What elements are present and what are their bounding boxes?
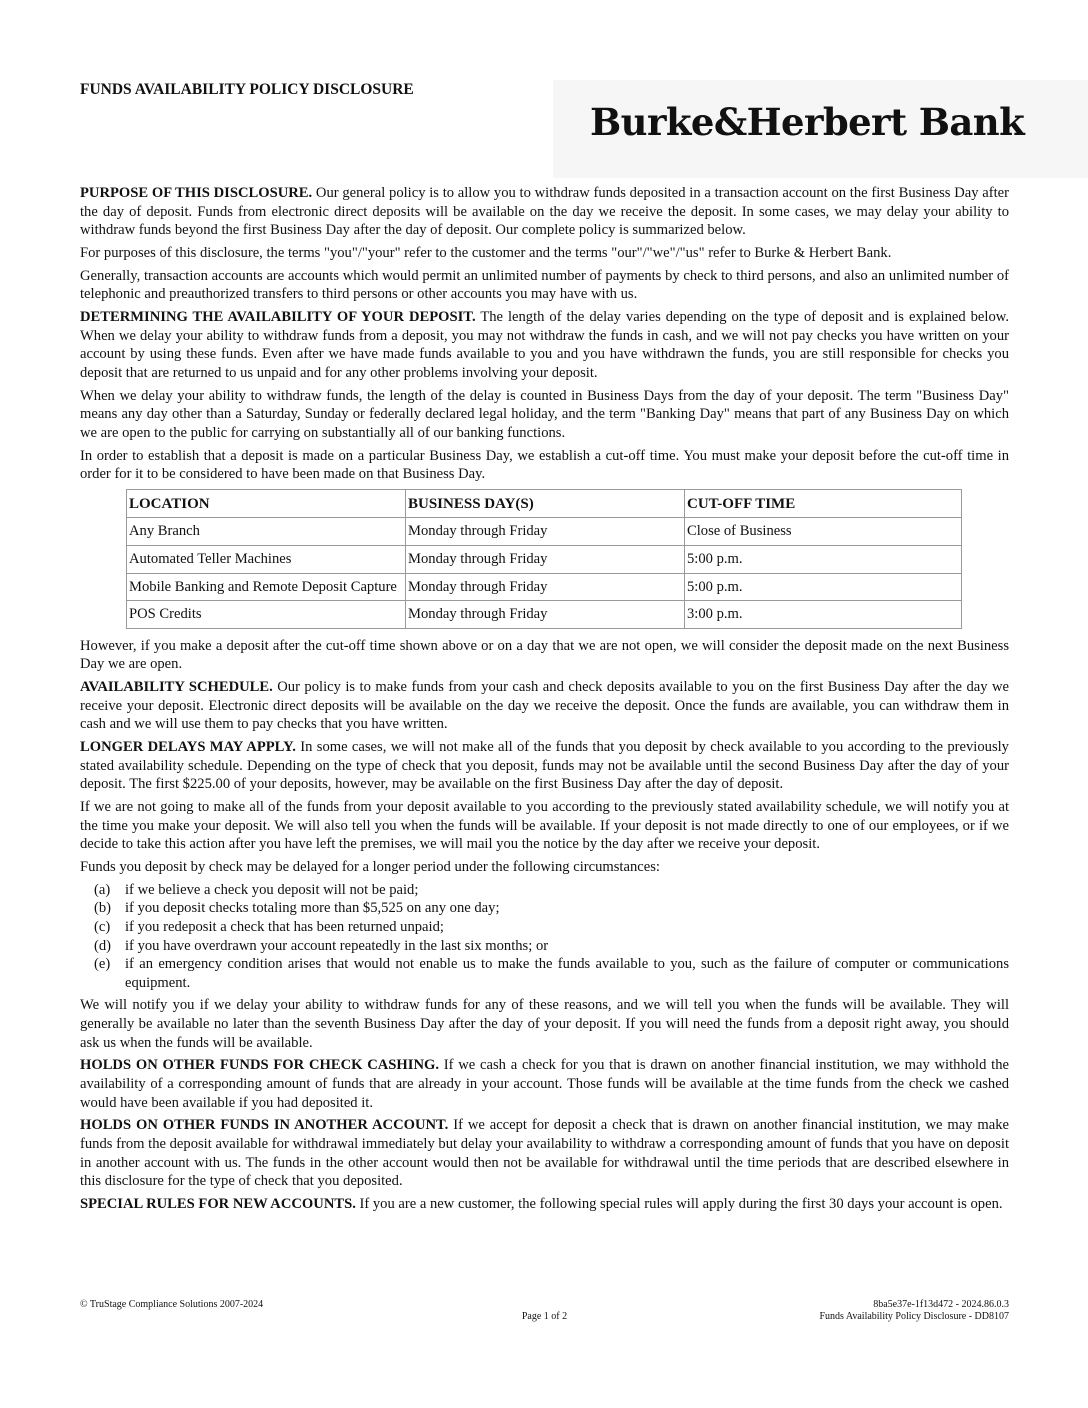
table-cell: 5:00 p.m. bbox=[685, 546, 962, 574]
table-cell: 5:00 p.m. bbox=[685, 573, 962, 601]
generally-paragraph: Generally, transaction accounts are accounts which would permit an unlimited number of payments by check to third persons, and also an unlimited number of telephonic and preauthorized transfers to third persons or other accounts you may have with us. bbox=[80, 267, 1009, 303]
list-item-text: if you redeposit a check that has been returned unpaid; bbox=[125, 919, 444, 936]
list-item bbox=[80, 937, 1009, 956]
footer-copyright: © TruStage Compliance Solutions 2007-2024 bbox=[80, 1299, 264, 1310]
list-item bbox=[80, 918, 1009, 937]
circumstances-list bbox=[80, 881, 1009, 993]
list-item-key: (b) bbox=[94, 900, 112, 917]
table-cell: Monday through Friday bbox=[406, 518, 685, 546]
notify-paragraph: If we are not going to make all of the funds from your deposit available to you according to the previously stated availability schedule, we will notify you at the time you make your deposit. We will also tell you when the funds will be available. If your deposit is not made directly to one of our employees, or if we decide to take this action after you have left the premises, we will mail you the notice by the day after we receive your deposit. bbox=[80, 799, 1009, 853]
list-item-key: (e) bbox=[94, 956, 111, 973]
table-cell: POS Credits bbox=[127, 601, 406, 629]
list-item bbox=[80, 955, 1009, 992]
table-row bbox=[127, 546, 962, 574]
table-header-row bbox=[127, 489, 962, 518]
longer-delays-heading: LONGER DELAYS MAY APPLY. bbox=[80, 739, 296, 756]
list-item-key: (c) bbox=[94, 919, 111, 936]
footer-doc-id: 8ba5e37e-1f13d472 - 2024.86.0.3 bbox=[873, 1299, 1009, 1310]
purpose-heading: PURPOSE OF THIS DISCLOSURE. bbox=[80, 185, 313, 201]
special-rules-heading: SPECIAL RULES FOR NEW ACCOUNTS. bbox=[80, 1195, 356, 1212]
table-row bbox=[127, 573, 962, 601]
availability-paragraph bbox=[80, 678, 1009, 734]
longer-delays-text: In some cases, we will not make all of the funds that you deposit by check available to you according to the previously stated availability schedule. Depending on the type of check that you deposit, funds may not be available until the second Business Day after the day of your deposit. The first $225.00 of your deposits, however, may be available on the first Business Day after the day of deposit. bbox=[80, 739, 1009, 793]
table-cell: Any Branch bbox=[127, 518, 406, 546]
determining-text: The length of the delay varies depending on the type of deposit and is explained below. When we delay your ability to withdraw funds from a deposit, you may not withdraw the funds in cash, and we will not pay checks you have written on your account by using these funds. Even after we have made funds available to you and you have withdrawn the funds, you are still responsible for checks you deposit that are returned to us unpaid and for any other problems involving your deposit. bbox=[80, 309, 1010, 381]
table-row bbox=[127, 601, 962, 629]
table-cell: Mobile Banking and Remote Deposit Capture bbox=[127, 573, 406, 601]
holds-cashing-paragraph bbox=[80, 1056, 1009, 1112]
cutoff-paragraph: In order to establish that a deposit is made on a particular Business Day, we establish a cut-off time. You must make your deposit before the cut-off time in order for it to be considered to have been made on that Business Day. bbox=[80, 447, 1009, 483]
footer-doc-info bbox=[819, 1299, 1009, 1323]
purpose-paragraph bbox=[80, 184, 1009, 240]
special-rules-text: If you are a new customer, the following special rules will apply during the first 30 days your account is open. bbox=[359, 1195, 1003, 1212]
table-row bbox=[127, 518, 962, 546]
document-body bbox=[80, 184, 1009, 1218]
holds-account-paragraph bbox=[80, 1116, 1009, 1190]
table-cell: Close of Business bbox=[685, 518, 962, 546]
special-rules-paragraph bbox=[80, 1195, 1009, 1214]
table-cell: Monday through Friday bbox=[406, 546, 685, 574]
table-cell: Automated Teller Machines bbox=[127, 546, 406, 574]
cutoff-table bbox=[126, 489, 962, 629]
footer-doc-name: Funds Availability Policy Disclosure - DD8107 bbox=[819, 1311, 1009, 1322]
list-item bbox=[80, 899, 1009, 918]
longer-delays-paragraph bbox=[80, 738, 1009, 794]
availability-text: Our policy is to make funds from your cash and check deposits available to you on the first Business Day after the day we receive your deposit. Electronic direct deposits will be available on the day we receive the deposit. Once the funds are available, you can withdraw them in cash and we will use them to pay checks that you have written. bbox=[80, 679, 1009, 733]
list-item-text: if we believe a check you deposit will not be paid; bbox=[125, 881, 419, 898]
availability-heading: AVAILABILITY SCHEDULE. bbox=[80, 679, 273, 696]
list-item-text: if you deposit checks totaling more than $5,525 on any one day; bbox=[125, 900, 500, 917]
document-title: FUNDS AVAILABILITY POLICY DISCLOSURE bbox=[80, 81, 414, 98]
table-header-cutoff: CUT-OFF TIME bbox=[685, 489, 962, 518]
holds-account-text: If we accept for deposit a check that is drawn on another financial institution, we may make funds from the deposit available for withdrawal immediately but delay your availability to withdraw a corresponding amount of funds that you have on deposit in another account with us. The funds in the other account would then not be available for withdrawal until the time periods that are described elsewhere in this disclosure for the type of check that you deposited. bbox=[80, 1117, 1009, 1190]
footer-page-number: Page 1 of 2 bbox=[521, 1311, 568, 1322]
holds-account-heading: HOLDS ON OTHER FUNDS IN ANOTHER ACCOUNT. bbox=[80, 1117, 449, 1134]
holds-cashing-heading: HOLDS ON OTHER FUNDS FOR CHECK CASHING. bbox=[80, 1057, 439, 1074]
determining-paragraph bbox=[80, 308, 1009, 382]
list-item bbox=[80, 881, 1009, 900]
determining-heading: DETERMINING THE AVAILABILITY OF YOUR DEPOSIT. bbox=[80, 309, 476, 326]
list-item-key: (a) bbox=[94, 881, 111, 898]
list-item-key: (d) bbox=[94, 937, 112, 954]
table-header-location: LOCATION bbox=[127, 489, 406, 518]
bank-logo: Burke&Herbert Bank bbox=[590, 100, 1025, 144]
after-table-paragraph: However, if you make a deposit after the cut-off time shown above or on a day that we are not open, we will consider the deposit made on the next Business Day we are open. bbox=[80, 637, 1009, 673]
table-cell: 3:00 p.m. bbox=[685, 601, 962, 629]
table-cell: Monday through Friday bbox=[406, 573, 685, 601]
list-item-text: if an emergency condition arises that would not enable us to make the funds available to you, such as the failure of computer or communications equipment. bbox=[125, 956, 1009, 991]
list-item-text: if you have overdrawn your account repeatedly in the last six months; or bbox=[125, 937, 549, 954]
table-header-business-days: BUSINESS DAY(S) bbox=[406, 489, 685, 518]
circumstances-intro: Funds you deposit by check may be delayed for a longer period under the following circumstances: bbox=[80, 859, 660, 876]
we-will-notify-paragraph: We will notify you if we delay your ability to withdraw funds for any of these reasons, and we will tell you when the funds will be available. They will generally be available no later than the seventh Business Day after the day of your deposit. If you will need the funds from a deposit right away, you should ask us when the funds will be available. bbox=[80, 997, 1009, 1051]
table-cell: Monday through Friday bbox=[406, 601, 685, 629]
holds-cashing-text: If we cash a check for you that is drawn on another financial institution, we may withhold the availability of a corresponding amount of funds that are already in your account. Those funds will be available at the time funds from the check we cashed would have been available if you had deposited it. bbox=[80, 1057, 1009, 1111]
purpose-text: Our general policy is to allow you to withdraw funds deposited in a transaction account on the first Business Day after the day of deposit. Funds from electronic direct deposits will be available on the day we receive the deposit. In some cases, we may delay your ability to withdraw funds beyond the first Business Day after the day of deposit. Our complete policy is summarized below. bbox=[80, 185, 1009, 239]
terms-paragraph: For purposes of this disclosure, the terms "you"/"your" refer to the customer and the terms "our"/"we"/"us" refer to Burke & Herbert Bank. bbox=[80, 244, 892, 261]
when-delay-paragraph: When we delay your ability to withdraw funds, the length of the delay is counted in Business Days from the day of your deposit. The term "Business Day" means any day other than a Saturday, Sunday or federally declared legal holiday, and the term "Banking Day" means that part of any Business Day on which we are open to the public for carrying on substantially all of our banking functions. bbox=[80, 387, 1009, 441]
